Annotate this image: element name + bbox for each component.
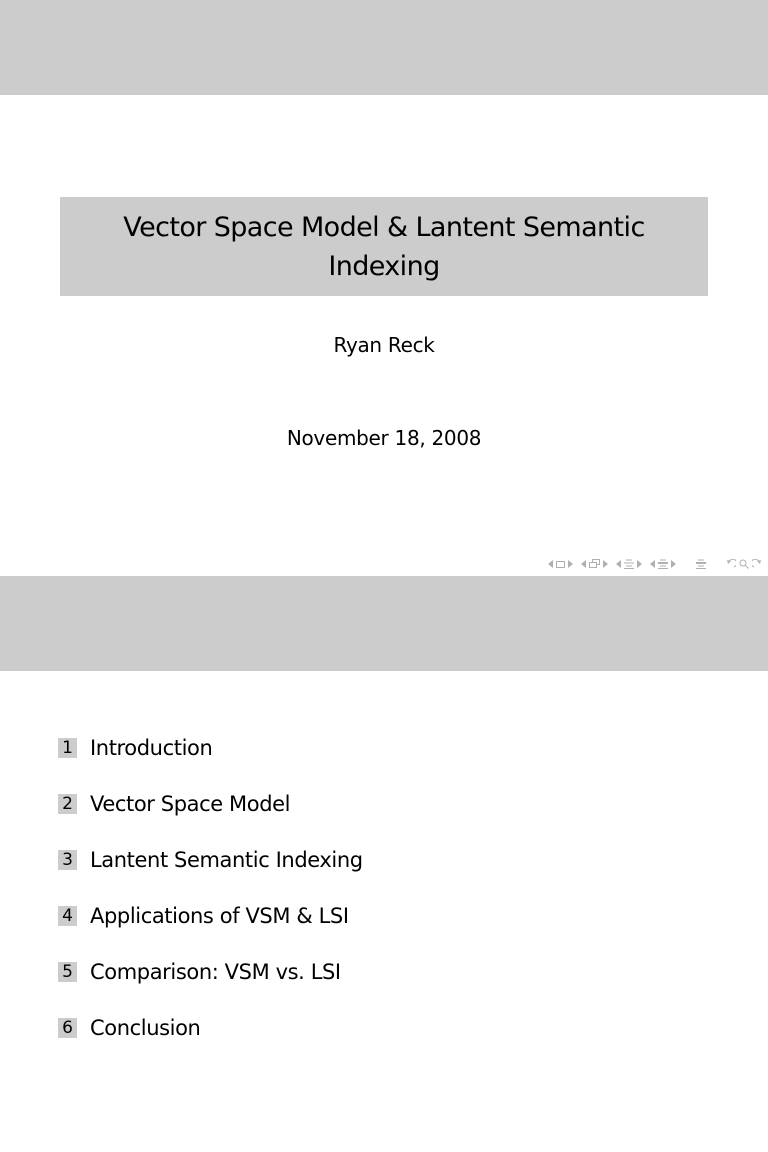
arrow-right-icon[interactable] (671, 560, 676, 568)
toc-number: 1 (58, 738, 77, 758)
slide-header-bar (0, 0, 768, 95)
arrow-right-icon[interactable] (603, 560, 608, 568)
author-name: Ryan Reck (333, 333, 435, 357)
toc-label[interactable]: Introduction (90, 736, 213, 760)
nav-subsection-lines-group (650, 559, 676, 569)
nav-search-group (726, 559, 762, 569)
toc-label[interactable]: Lantent Semantic Indexing (90, 848, 363, 872)
subsection-lines-icon[interactable] (658, 559, 668, 569)
toc-number: 4 (58, 906, 77, 926)
toc-label[interactable]: Comparison: VSM vs. LSI (90, 960, 341, 984)
toc-number: 5 (58, 962, 77, 982)
table-of-contents (58, 720, 363, 1056)
toc-item[interactable] (58, 720, 363, 776)
toc-number: 3 (58, 850, 77, 870)
nav-subsection-group (581, 559, 608, 569)
arrow-left-icon[interactable] (581, 560, 586, 568)
nav-outline-group (696, 559, 706, 569)
title-box (60, 197, 708, 296)
toc-label[interactable]: Applications of VSM & LSI (90, 904, 349, 928)
beamer-navigation-bar (542, 556, 762, 572)
search-icon[interactable] (739, 559, 749, 569)
toc-item[interactable] (58, 1000, 363, 1056)
frame-icon[interactable] (556, 560, 565, 568)
arrow-right-icon[interactable] (568, 560, 573, 568)
toc-item[interactable] (58, 776, 363, 832)
toc-number: 6 (58, 1018, 77, 1038)
forward-icon[interactable] (752, 559, 762, 569)
outline-icon[interactable] (696, 559, 706, 569)
toc-item[interactable] (58, 944, 363, 1000)
section-lines-icon[interactable] (624, 559, 634, 569)
toc-label[interactable]: Vector Space Model (90, 792, 291, 816)
toc-number: 2 (58, 794, 77, 814)
toc-label[interactable]: Conclusion (90, 1016, 201, 1040)
toc-item[interactable] (58, 888, 363, 944)
slide-header-bar (0, 576, 768, 671)
arrow-left-icon[interactable] (616, 560, 621, 568)
presentation-title: Vector Space Model & Lantent Semantic Indexing (123, 211, 645, 282)
arrow-left-icon[interactable] (650, 560, 655, 568)
presentation-date: November 18, 2008 (286, 426, 482, 450)
stacked-frames-icon[interactable] (589, 559, 600, 569)
outline-slide (0, 576, 768, 1152)
nav-section-group (616, 559, 642, 569)
back-icon[interactable] (726, 559, 736, 569)
nav-frame-group (548, 560, 573, 568)
arrow-right-icon[interactable] (637, 560, 642, 568)
toc-item[interactable] (58, 832, 363, 888)
arrow-left-icon[interactable] (548, 560, 553, 568)
